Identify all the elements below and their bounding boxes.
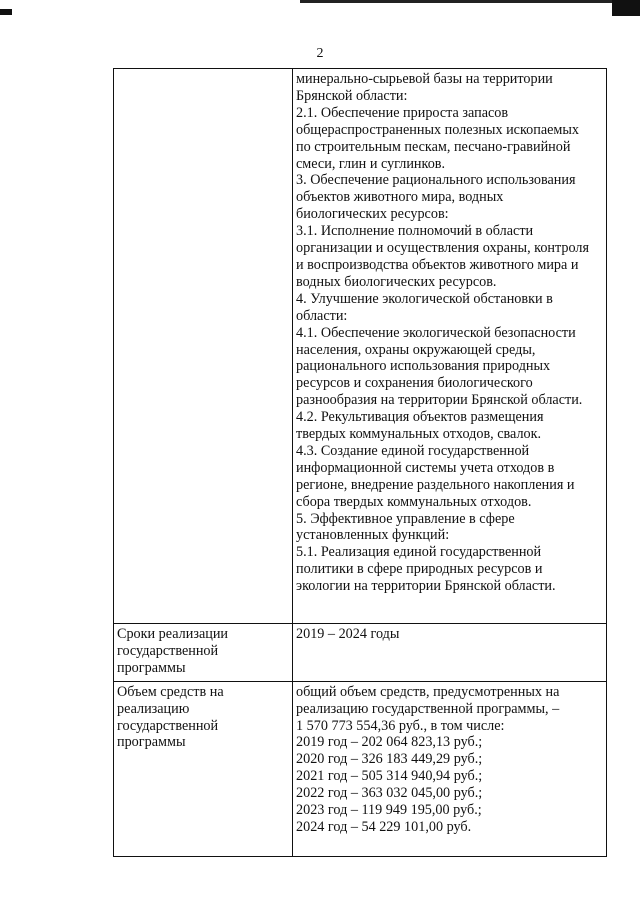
scan-artifact-corner [612,0,640,16]
row-label-cell [114,624,293,682]
text-line: информационной системы учета отходов в [296,459,555,476]
text-line: реализацию государственной программы, – [296,700,560,717]
text-line: 2019 – 2024 годы [296,626,400,642]
text-line: программы [117,659,186,676]
row-content-cell [293,69,607,624]
text-line: населения, охраны окружающей среды, [296,341,536,358]
scan-artifact-edge [300,0,640,3]
text-line: по строительным пескам, песчано-гравийной [296,138,571,155]
text-line: 2020 год – 326 183 449,29 руб.; [296,751,483,768]
text-line: 4.1. Обеспечение экологической безопасности [296,324,576,341]
row-label-cell [114,681,293,856]
text-line: 4. Улучшение экологической обстановки в [296,290,553,307]
row-label-cell [114,69,293,624]
text-line: Брянской области: [296,87,408,104]
text-line: 4.2. Рекультивация объектов размещения [296,409,544,426]
text-line: государственной [117,642,219,659]
text-line: общераспространенных полезных ископаемых [296,121,580,138]
text-line: 3.1. Исполнение полномочий в области [296,223,534,240]
implementation-period-value [296,626,603,643]
scan-artifact-mark [0,9,12,15]
text-line: биологических ресурсов: [296,206,449,223]
text-line: смеси, глин и суглинков. [296,155,446,172]
table-row [114,681,607,856]
row-content-cell [293,624,607,682]
text-line: 2.1. Обеспечение прироста запасов [296,104,509,121]
text-line: государственной [117,717,219,734]
implementation-period-label [117,626,289,677]
text-line: 2019 год – 202 064 823,13 руб.; [296,734,483,751]
text-line: минерально-сырьевой базы на территории [296,71,553,87]
table-row [114,69,607,624]
text-line: программы [117,734,186,751]
goals-tasks-text [296,71,603,595]
text-line: объектов животного мира, водных [296,189,504,206]
text-line: твердых коммунальных отходов, свалок. [296,426,542,443]
text-line: регионе, внедрение раздельного накопления и [296,476,575,493]
text-line: 1 570 773 554,36 руб., в том числе: [296,717,505,734]
text-line: общий объем средств, предусмотренных на [296,683,560,700]
text-line: установленных функций: [296,527,450,544]
text-line: 2021 год – 505 314 940,94 руб.; [296,768,483,785]
text-line: 5. Эффективное управление в сфере [296,510,515,527]
text-line: рационального использования природных [296,358,551,375]
text-line: сбора твердых коммунальных отходов. [296,493,532,510]
text-line: 2022 год – 363 032 045,00 руб.; [296,785,483,802]
funding-volume-label [117,684,289,752]
text-line: разнообразия на территории Брянской области. [296,392,583,409]
text-line: политики в сфере природных ресурсов и [296,561,543,578]
text-line: организации и осуществления охраны, контроля [296,240,590,257]
text-line: 3. Обеспечение рационального использования [296,172,576,189]
text-line: реализацию [117,700,190,717]
text-line: 2023 год – 119 949 195,00 руб.; [296,802,482,819]
table-row [114,624,607,682]
text-line: Сроки реализации [117,626,229,642]
text-line: ресурсов и сохранения биологического [296,375,533,392]
page-number: 2 [316,46,324,61]
program-passport-table [113,68,607,857]
text-line: водных биологических ресурсов. [296,273,497,290]
funding-volume-value [296,684,603,836]
text-line: экологии на территории Брянской области. [296,578,556,595]
text-line: Объем средств на [117,683,224,700]
text-line: 4.3. Создание единой государственной [296,442,530,459]
text-line: 2024 год – 54 229 101,00 руб. [296,818,472,835]
text-line: 5.1. Реализация единой государственной [296,544,542,561]
row-content-cell [293,681,607,856]
text-line: области: [296,307,348,324]
text-line: и воспроизводства объектов животного мира и [296,256,579,273]
